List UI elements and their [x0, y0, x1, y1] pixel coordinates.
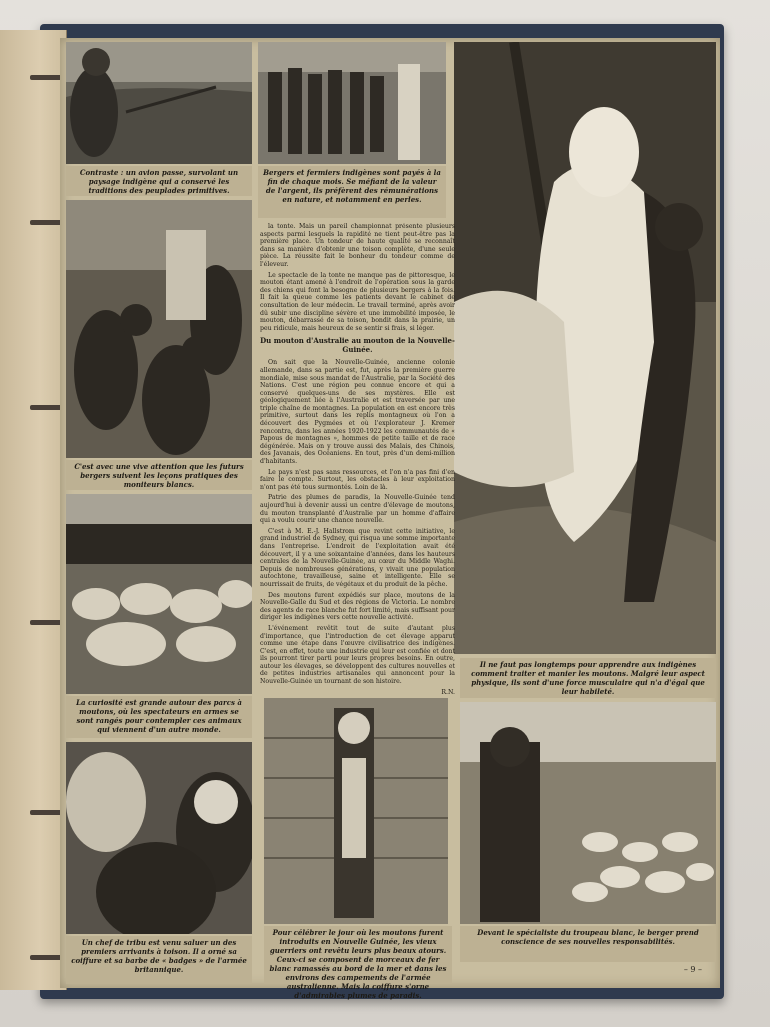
article-paragraph: On sait que la Nouvelle-Guinée, ancienne colonie allemande, dans sa partie est, fut, après la première guerre mondiale, mise sous mandat de l'Australie, par la Société des Nations. C'est une région peu connue encore et qui a conservé quelques-uns de ses mystères. Elle est géologiquement liée à l'Australie et est traversée par une triple chaîne de montagnes. La population en est encore très primitive, surtout dans les replis montagneux où l'on a découvert des Pygmées et où l'explorateur J. Kremer rencontra, dans les années 1920-1922 les communautés de « Papous de montagnes », hommes de petite taille et de race dégénérée. Mais on y trouve aussi des Malais, des Chinois, des Javanais, des Océaniens. En tout, près d'un demi-million d'habitants. — [260, 359, 455, 466]
caption-farmers: Bergers et fermiers indigènes sont payés à la fin de chaque mois. Se méfiant de la valeur de l'argent, ils préfèrent des rémunérations en nature, et notamment en perles. — [258, 166, 446, 218]
page-number: – 9 – — [683, 965, 702, 974]
article-signature: R.N. — [441, 688, 455, 696]
caption-curiosity: La curiosité est grande autour des parcs à moutons, où les spectateurs en armes se sont rangés pour contempler ces animaux qui viennent d'un autre monde. — [66, 696, 252, 738]
photo-lesson — [66, 200, 252, 458]
caption-celebrate: Pour célébrer le jour où les moutons furent introduits en Nouvelle Guinée, les vieux guerriers ont revêtu leurs plus beaux atours. Ceux-ci se composent de morceaux de fer blanc ramassés au bord de la mer et dans les environs des campements de l'armée australienne. Mais la coiffure s'orne d'admirables plumes de paradis. — [264, 926, 452, 984]
article-body — [260, 223, 455, 723]
photo-airplane-landscape — [66, 42, 252, 164]
caption-airplane: Contraste : un avion passe, survolant un paysage indigène qui a conservé les traditions des peuplades primitives. — [66, 166, 252, 196]
photo-man-lifting-sheep — [454, 42, 716, 654]
caption-specialist: Devant le spécialiste du troupeau blanc, le berger prend conscience de ses nouvelles responsabilités. — [460, 926, 716, 962]
article-paragraph: la tonte. Mais un pareil championnat présente plusieurs aspects parmi lesquels la rapidité ne tient peut-être pas la première place. Un tondeur de haute qualité se reconnaît dans sa manière d'obtenir une toison complète, d'une seule pièce. La réussite fait le bonheur du tondeur comme de l'éleveur. — [260, 223, 455, 268]
caption-attention: C'est avec une vive attention que les futurs bergers suivent les leçons pratiques des moniteurs blancs. — [66, 460, 252, 490]
photo-chief — [66, 742, 252, 934]
article-paragraph: Des moutons furent expédiés sur place, moutons de la Nouvelle-Galle du Sud et des régions de Victoria. Le nombre des agents de race blanche fut fort limité, mais suffisant pour diriger les indigènes vers cette nouvelle activité. — [260, 591, 455, 622]
caption-shearing: Il ne faut pas longtemps pour apprendre aux indigènes comment traiter et manier les moutons. Malgré leur aspect physique, ils sont d'une force musculaire qui n'a d'égal que leur habileté. — [460, 658, 716, 698]
article-paragraph: Le pays n'est pas sans ressources, et l'on n'a pas fini d'en faire le compte. Surtout, les obstacles à leur exploitation n'ont pas été tous surmontés. Loin de là. — [260, 468, 455, 491]
article-heading: Du mouton d'Australie au mouton de la Nouvelle-Guinée. — [260, 336, 455, 354]
binder-spine-pages — [0, 30, 67, 990]
article-paragraph: Patrie des plumes de paradis, la Nouvelle-Guinée tend aujourd'hui à devenir aussi un centre d'élevage de moutons, du mouton transplanté d'Australie par un homme d'affaire qui a voulu courir une chance nouvelle. — [260, 494, 455, 525]
photo-farmers — [258, 42, 446, 164]
article-paragraph: Le spectacle de la tonte ne manque pas de pittoresque, le mouton étant amené à l'endroit de l'opération sous la garde des chiens qui font la besogne de plusieurs bergers à la fois. Il fait la queue comme les patients devant le cabinet de consultation de leur médecin. Le travail terminé, après avoir dû subir une discipline sévère et une immobilité imposée, le mouton, débarrassé de sa toison, bondit dans la prairie, un peu ridicule, mais heureux de se sentir si frais, si léger. — [260, 271, 455, 332]
article-paragraph: L'événement revêtit tout de suite d'autant plus d'importance, que l'introduction de cet élevage apparut comme une étape dans l'œuvre civilisatrice des indigènes. C'est, en effet, toute une industrie qui leur est confiée et dont ils pourront tirer parti pour leurs propres besoins. En outre, autour les élevages, se développent des cultures nouvelles et de petites industries artisanales qui annoncent pour la Nouvelle-Guinée un tournant de son histoire. — [260, 624, 455, 686]
caption-chief: Un chef de tribu est venu saluer un des premiers arrivants à toison. Il a orné sa coiffure et sa barbe de « badges » de l'armée britannique. — [66, 936, 252, 984]
article-paragraph: C'est à M. E.-J. Hallstrom que revint cette initiative, le grand industriel de Sydney, qui risqua une somme importante dans l'entreprise. L'endroit de l'exploitation avait été découvert, il y a une soixantaine d'années, dans les hauteurs centrales de la Nouvelle-Guinée, au cœur du Middle Waghi. Depuis de nombreuses générations, y vivait une population autochtone, travailleuse, saine et intelligente. Elle se nourrissait de fruits, de végétaux et du produit de la pêche. — [260, 527, 455, 588]
magazine-page — [60, 38, 720, 1000]
photo-warrior — [264, 698, 448, 924]
photo-sheep-pen — [66, 494, 252, 694]
photo-shepherd-flock — [460, 702, 716, 924]
